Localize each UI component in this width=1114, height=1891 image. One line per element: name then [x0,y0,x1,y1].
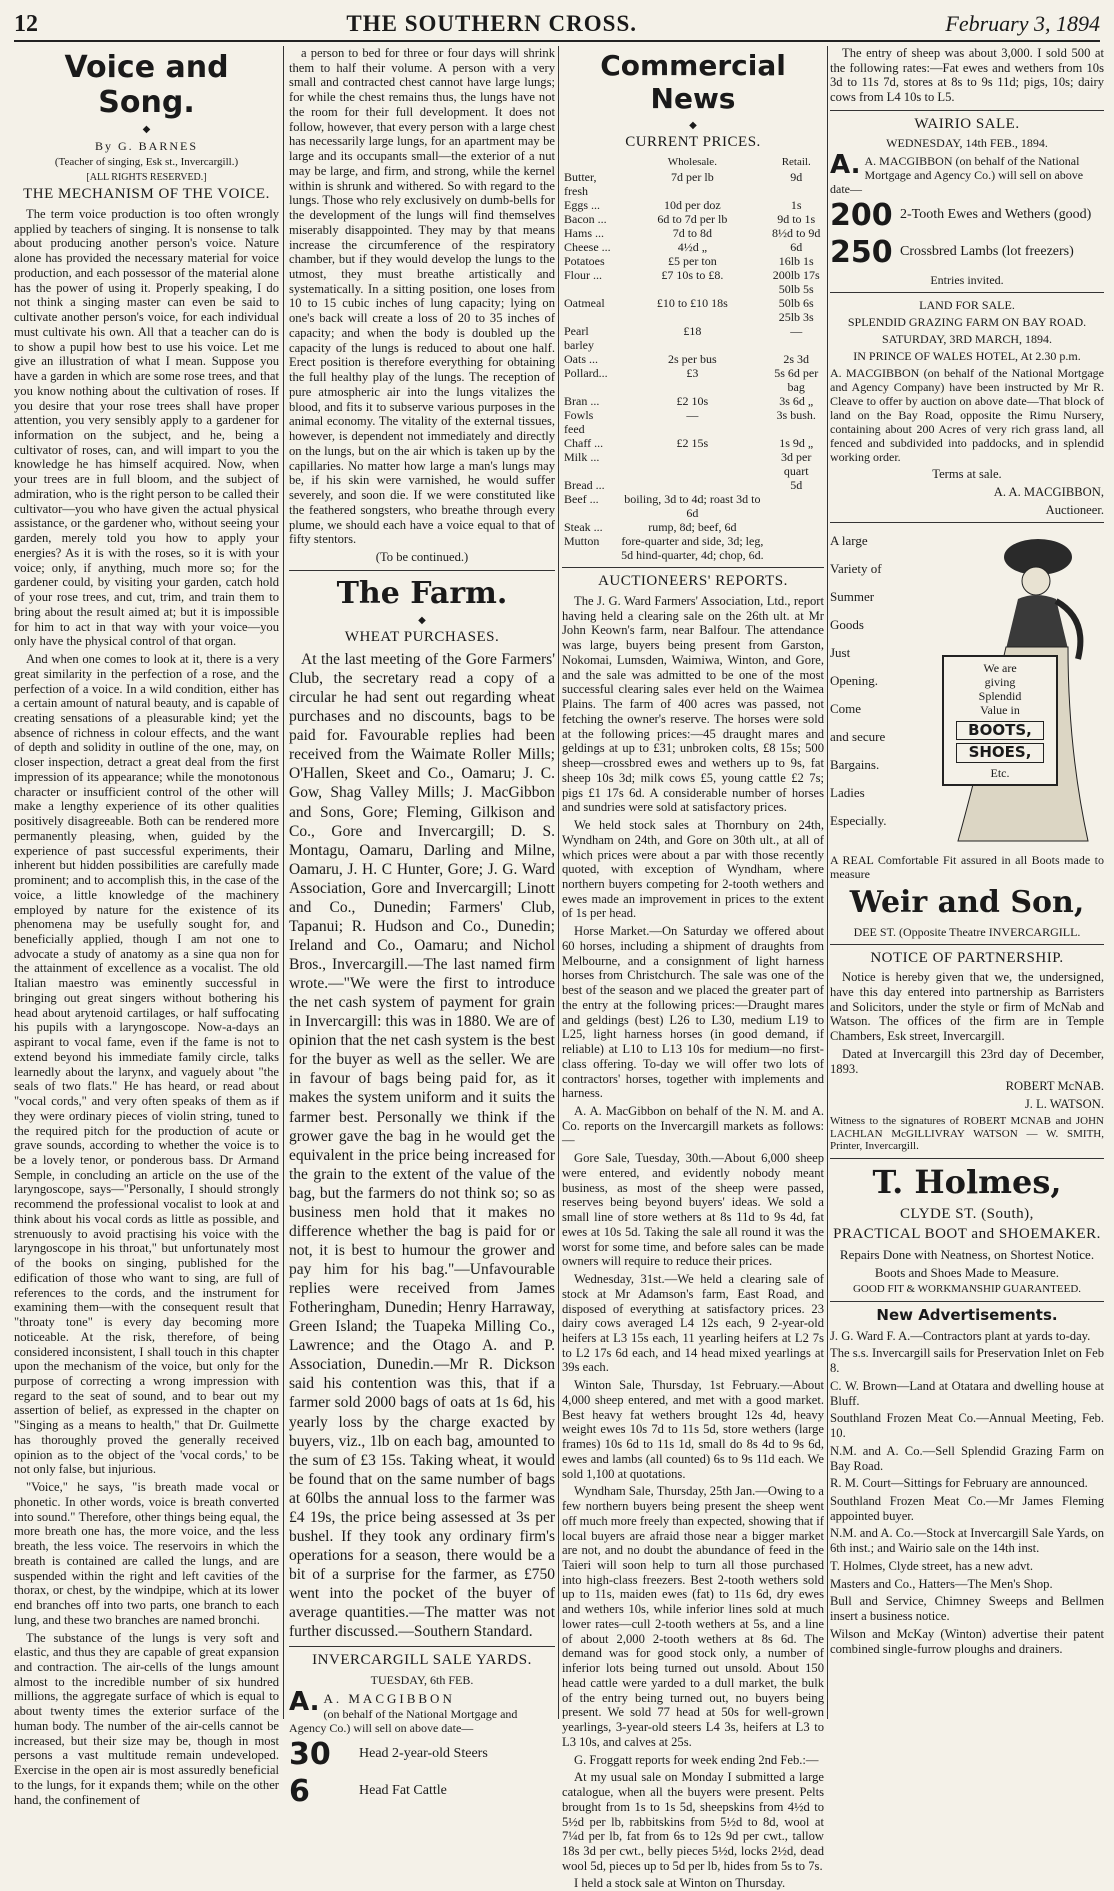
advert-line: Just [830,645,851,661]
new-advert-item: T. Holmes, Clyde street, has a new advt. [830,1558,1033,1573]
holmes-address: CLYDE ST. (South), [900,1205,1034,1222]
auctioneer-report-paragraph: A. A. MacGibbon on behalf of the N. M. and A. Co. reports on the Invercargill markets as follows:— [562,1103,824,1148]
new-advert-item: N.M. and A. Co.—Sell Splendid Grazing Farm on Bay Road. [830,1443,1104,1473]
land-heading: LAND FOR SALE. [919,297,1015,312]
wairio-date: WEDNESDAY, 14th FEB., 1894. [886,136,1048,151]
advert-line: and secure [830,729,886,745]
price-row: Potatoes £5 per ton 16lb 1s [564,253,814,268]
new-advert-item: Wilson and McKay (Winton) advertise their patent combined single-furrow ploughs and drainers. [830,1626,1104,1656]
voice-paragraph: The term voice production is too often wrongly applied by teachers of singing. It is nonsense to talk about producing another person's voice. Nature alone has provided the necessary material for voice production, and each possessor of the material alone has the power of using it. Properly speaking, I do not think a singing master can even be said to cultivate another person's voice, for each individual must cultivate his own. All that a teacher can do is to show a pupil how best to use his voice. Let me give an illustration of what I mean. Suppose you have a garden in which are some rose trees, and that you know nothing about the cultivation of roses. If you desire that your rose trees shall have proper attention, you very sensibly apply to a gardener for information on the subject, and he, being a cultivator of roses, can, and will impart to you the knowledge he has himself acquired. Now, when your trees are in full bloom, and the subject of admiration, who is the right person to be called their cultivator—you who have given the actual physical assistance, or the gardener who, without seeing your garden, merely told you how to apply your energies? As it is with the roses, so it is with your voice; only, if anything, much more so; for the gardener could, by visiting your garden, catch hold of your rose trees, and cut, trim, and train them to bring about the result aimed at; but it is impossible for him to act in that way with your voice—you only have the physical control of that organ. [14,207,279,649]
column-voice-and-song: Voice and Song. ◆ By G. BARNES (Teacher of singing, Esk st., Invercargill.) [ALL RIGHTS RESERVED.] THE MECHANISM OF THE VOICE. The term voice production is too often wrongly applied by teachers of singing. It is nonsense to talk about producing another person's voice. Nature alone has provided the necessary material for voice production, and each possessor of the material alone has the power of using it. Properly speaking, I do not think a singing master can even be said to cultivate another person's voice, for each individual must cultivate his own. All that a teacher can do is to show a pupil how best to use his voice. Let me give an illustration of what I mean. Suppose you have a garden in which are some rose trees, and that you know nothing about the cultivation of roses. If you desire that your rose trees shall have proper attention, you very sensibly apply to a gardener for information on the subject, and he, being a cultivator of roses, can, and will impart to you the knowledge he has himself acquired. Now, when your trees are in full bloom, and the subject of admiration, who is the right person to be called their cultivator—you who have given the actual physical assistance, or the gardener who, without seeing your garden, merely told you how to apply your energies? As it is with the roses, so it is with your voice; only, if anything, much more so; for the gardener could, by visiting your garden, catch hold of your rose trees, and cut, trim, and train them to bring about the result aimed at; but it is impossible for him to act in that way with your voice—you only have the physical control of that organ. And when one comes to look at it, there is a very great similarity in the perfection of a rose, and the perfection of a voice. In a wild condition, either has a certain amount of natural beauty, and is capable of creating sensations of a pleasurable kind; yet the absence of richness in colour effects, and the want of depth and solidity in outline of the one, may, on closer inspection, detract a great deal from the first impression of its appearance; while the monotonous character or insufficient control of the other will make a lengthy experience of its other qualities positively disagreeable. Both can be rendered more permanently pleasing, when, guided by the experience of past successful experiments, their inherent but hidden possibilities are carefully made prominent; and to accomplish this, in the case of the voice, a little knowledge of the machinery employed by nature for the existence of its phenomena may be usefully sought for, and beneficially applied, though I am not one to advocate a study of anatomy as a sine qua non for the attainment of excellence as a vocalist. The old Italian maestro was eminently successful in bringing out great singers without bothering his head about arytenoid cartilages, or half suffocating his pupils with a laryngoscope. Now-a-days an aspirant to vocal fame, even if the fame is not to extend beyond his immediate family circle, talks learnedly about the larynx, and vaguely about "the seals of two flats." He has heard, or read about "vocal cords," and very often speaks of them as if they were ordinary pieces of violin string, tuned to the required pitch for the production of acute or grave sounds, according to whether the voice is to be a lovely tenor, or ponderous bass. Dr Armand Semple, in concluding an article on the use of the laryngoscope, says—"Personally, I should strongly recommend the professional vocalist to look at and think about his vocal cords as little as possible, and strenuously to avoid practising his voice with the laryngoscope in his throat," but unfortunately most of the books on singing, published for the edification of those who want to sing, are full of references to the cords, and the instrument for examining them—with the consequent result that "throaty tone" is every day becoming more noticeable. At the risk, therefore, of being considered inconsistent, I shall touch in this chapter upon the mechanism of the voice, but only for the purpose of correcting a wrong impression with regard to the seat of sound, and to bear out my assertion of belief, as expressed in the chapter on "Singing as a means to health," that Dr. Guilmette has thoroughly proved the generally received opinion as to the object of the 'vocal cords,' to be not only false, but injurious. "Voice," he says, "is breath made vocal or phonetic. In other words, voice is breath converted into sound." Therefore, other things being equal, the more breath one has, the more voice, and the less breath, the less voice. The reservoirs in which the breath is contained are called the lungs, and are suspended within the right and left cavities of the thorax, or chest, by the windpipe, which at its lower end branches off into two parts, one branch to each lung, and these two branches are named bronchi. The substance of the lungs is very soft and elastic, and thus they are capable of great expansion and contraction. The air-cells of the lungs amount almost to the incredible number of six hundred millions, the aggregate surface of which is equal to about twenty times the exterior surface of the human body. The number of the air-cells cannot be increased, but their size may be, though in most persons a vast multitude remain undeveloped. Exercise in the open air is most assuredly beneficial to the lungs, for it expands them; while on the other hand, the confinement of [14,50,279,1807]
new-advert-item: J. G. Ward F. A.—Contractors plant at yards to-day. [830,1328,1091,1343]
witness-line: Witness to the signatures of ROBERT MCNAB and JOHN LACHLAN McGILLIVRAY WATSON — W. SMITH, Printer, Invercargill. [830,1114,1104,1153]
voice-byline: By G. BARNES [94,138,198,153]
new-advert-item: The s.s. Invercargill sails for Preservation Inlet on Feb 8. [830,1346,1104,1376]
notice-signature: ROBERT McNAB. [1005,1079,1104,1094]
advert-line: Come [830,701,862,717]
weir-address: DEE ST. (Opposite Theatre INVERCARGILL. [853,924,1081,939]
price-row: Hams ... 7d to 8d 8½d to 9d [564,225,821,240]
voice-paragraph: And when one comes to look at it, there is a very great similarity in the perfection of a rose, and the perfection of a voice. In a wild condition, either has a certain amount of natural beauty, and is capable of creating sensations of a pleasurable kind; yet the absence of richness in colour effects, and the want of depth and solidity in outline of the one, may, on closer inspection, detract a great deal from the first impression of its appearance; while the monotonous character or insufficient control of the other will make a lengthy experience of its other qualities positively disagreeable. Both can be rendered more permanently pleasing, when, guided by the experience of past successful experiments, their inherent but hidden possibilities are carefully made prominent; and to accomplish this, in the case of the voice, a little knowledge of the machinery employed by nature for the existence of its phenomena may be usefully sought for, and beneficially applied, though I am not one to advocate a study of anatomy as a sine qua non for the attainment of excellence as a vocalist. The old Italian maestro was eminently successful in bringing out great singers without bothering his head about arytenoid cartilages, or half suffocating his pupils with a laryngoscope. Now-a-days an aspirant to vocal fame, even if the fame is not to extend beyond his immediate family circle, talks learnedly about the larynx, and vaguely about "the seals of two flats." He has heard, or read about "vocal cords," and very often speaks of them as if they were ordinary pieces of violin string, tuned to the required pitch for the production of acute or grave sounds, according to whether the voice is to be a lovely tenor, or ponderous bass. Dr Armand Semple, in concluding an article on the use of the laryngoscope, says—"Personally, I should strongly recommend the professional vocalist to look at and think about his vocal cords as little as possible, and strenuously to avoid practising his voice with the laryngoscope in his throat," but unfortunately most of the books on singing, published for the edification of those who want to sing, are full of references to the cords, and the instrument for examining them—with the consequent result that "throaty tone" is every day becoming more noticeable. At the risk, therefore, of being considered inconsistent, I shall touch in this chapter upon the mechanism of the voice, but only for the purpose of correcting a wrong impression with regard to the seat of sound, and to bear out my assertion of belief, as expressed in the chapter on "Singing as a means to health," that Dr. Guilmette has thoroughly proved the generally received opinion as to the object of the 'vocal cords,' to be not only false, but injurious. [14,652,279,1477]
stock-line: 200 2-Tooth Ewes and Wethers (good) [830,197,1092,233]
new-advert-item: Bull and Service, Chimney Sweeps and Bellmen insert a business notice. [830,1594,1104,1624]
price-row: Bran ... £2 10s 3s 6d „ [564,394,814,409]
price-row: Butter, fresh 7d per lb 9d [564,169,803,198]
wairio-heading: WAIRIO SALE. [914,115,1020,132]
notice-date: Dated at Invercargill this 23rd day of December, 1893. [830,1046,1104,1076]
price-row: Oatmeal £10 to £10 18s 50lb 6s 25lb 3s [564,295,814,324]
real-fit-line: A REAL Comfortable Fit assured in all Boots made to measure [830,853,1104,882]
farm-sale-title: SPLENDID GRAZING FARM ON BAY ROAD. [847,314,1087,329]
auctioneer-report-paragraph: Gore Sale, Tuesday, 30th.—About 6,000 sheep were entered, and evidently nobody meant business, as most of the sheep were passed, reserves being beyond buyers' ideas. We sold a small line of store wethers at 8s 11d to 9s 4d, fat ewes at 10s 5d. Taking the sale all round it was the worst for some time, and before sales can be made owners will require to reduce their prices. [562,1151,824,1269]
farm-sale-place: IN PRINCE OF WALES HOTEL, At 2.30 p.m. [853,348,1081,363]
stock-line: 250 Crossbred Lambs (lot freezers) [830,234,1074,270]
auctioneers-heading: AUCTIONEERS' REPORTS. [598,573,788,590]
advert-line: Especially. [830,813,887,829]
price-row: Cheese ... 4½d „ 6d [564,239,803,254]
new-advert-item: N.M. and A. Co.—Stock at Invercargill Sale Yards, on 6th inst.; and Wairio sale on the 14th inst. [830,1526,1105,1556]
column-rule [283,46,284,1719]
sheep-report: The entry of sheep was about 3,000. I sold 500 at the following rates:—Fat ewes and wethers from 10s 3d to 11s 7d, stores at 8s to 9s 11d; pigs, 10s; dairy cows from L4 10s to L5. [830,46,1104,105]
notice-signature: J. L. WATSON. [1024,1096,1104,1111]
commercial-heading: Commercial News [600,49,786,115]
new-advertisements-heading: New Advertisements. [876,1306,1058,1325]
farm-sale-date: SATURDAY, 3RD MARCH, 1894. [881,331,1053,346]
notice-heading: NOTICE OF PARTNERSHIP. [870,949,1064,966]
farm-heading: The Farm. [336,575,508,611]
price-row: Bread ... 5d [564,478,803,493]
farm-sale-body: A. MACGIBBON (on behalf of the National Mortgage and Agency Company) have been instructed by Mr R. Cleave to offer by auction on above date—That block of land on the Bay Road, opposite the Rimu Nursery, containing about 200 Acres of very rich grass land, all fenced and subdivided into paddocks, and in splendid working order. [830,365,1104,465]
auctioneer-role: Auctioneer. [1045,502,1104,517]
new-advert-item: Southland Frozen Meat Co.—Mr James Fleming appointed buyer. [830,1493,1104,1523]
stock-line: 6 Head Fat Cattle [289,1773,447,1809]
price-row: Pollard... £3 5s 6d per bag [564,366,819,395]
price-row: Eggs ... 10d per doz 1s [564,197,802,212]
price-row: Milk ... 3d per quart [564,450,812,479]
wairio-intro: A. MACGIBBON (on behalf of the National Mortgage and Agency Co.) will sell on above date— [830,153,1084,196]
sale-yards-behalf: (on behalf of the National Mortgage and Agency Co.) will sell on above date— [289,1706,518,1735]
farm-subtitle: WHEAT PURCHASES. [344,629,500,646]
sale-yards-date: TUESDAY, 6th FEB. [370,1672,474,1687]
notice-body: Notice is hereby given that we, the undersigned, have this day entered into partnership as Barristers and Solicitors, under the style or firm of McNab and Watson. The offices of the firm are in Temple Chambers, Esk street, Invercargill. [830,970,1104,1044]
price-row: Steak ... rump, 8d; beef, 6d [564,520,737,535]
page-number: 12 [14,10,38,37]
voice-paragraph: "Voice," he says, "is breath made vocal or phonetic. In other words, voice is breath converted into sound." Therefore, other things being equal, the more breath one has, the more voice, and the less breath, the less voice. The reservoirs in which the breath is contained are called the lungs, and are suspended within the right and left cavities of the thorax, or chest, by the windpipe, which at its lower end branches off into two parts, one branch to each lung, and these two branches are named bronchi. [14,1480,279,1627]
holmes-fit: GOOD FIT & WORKMANSHIP GUARANTEED. [852,1283,1082,1296]
summer-goods-advert [830,529,1104,847]
new-advert-item: Southland Frozen Meat Co.—Annual Meeting, Feb. 10. [830,1411,1104,1441]
price-row: Bacon ... 6d to 7d per lb 9d to 1s [564,211,816,226]
entries-invited: Entries invited. [930,272,1004,287]
auctioneer-report-paragraph: Winton Sale, Thursday, 1st February.—About 4,000 sheep entered, and met with a good market. Best heavy fat wethers brought 12s 4d, heavy weight ewes 10s 7d to 11s 5d, store wethers (large frames) 10s 6d to 11s 1d, small do 8s 4d to 9s 6d, ewes and lambs (all counted) 6s to 9s 11d each. We sold 1,100 at quotations. [562,1378,824,1481]
holmes-heading: T. Holmes, [872,1163,1062,1202]
boots-box: We are giving Splendid Value in BOOTS, SHOES, Etc. [942,655,1058,785]
price-row: Chaff ... £2 15s 1s 9d „ [564,436,814,451]
masthead [14,8,1100,42]
advert-line: Goods [830,617,864,633]
price-row: Fowls feed — 3s bush. [564,408,816,437]
dropcap-a: A. [830,149,861,180]
advert-line: Variety of [830,561,882,577]
voice-author-role: (Teacher of singing, Esk st., Invercargill.) [54,155,239,168]
voice-rights: [ALL RIGHTS RESERVED.] [86,171,207,183]
advert-line: Opening. [830,673,879,689]
prices-table: Wholesale. Retail. Butter, fresh 7d per lb 9d Eggs ... 10d per doz 1s Bacon ... 6d to 7d per lb 9d to 1s Hams ... 7d to 8d 8½d to 9d Cheese ... 4½d „ 6d Potatoes £5 per ton 16lb 1s Flour ... £7 10s to £8. 200lb 17s 50lb 5s Oatmeal £10 to £10 18s 50lb 6s 25lb 3s Pearl barley £18 — Oats ... 2s per bus 2s 3d Pollard... £3 5s 6d per bag Bran ... £2 10s 3s 6d „ Fowls feed — 3s bush. Chaff ... £2 15s 1s 9d „ Milk ... 3d per quart Bread ... 5d Beef ... boiling, 3d to 4d; roast 3d to 6d Steak ... rump, 8d; beef, 6d Mutton fore-quarter and side, 3d; leg, 5d hind-quarter, 4d; chop, 6d. [562,155,824,563]
terms: Terms at sale. [932,467,1002,482]
auctioneer-report-paragraph: At my usual sale on Monday I submitted a large catalogue, when all the buyers were present. Pelts brought from 1s to 1s 5d, sheepskins from 4½d to 5½d per lb, rabbitskins from 5½d to 8d, wool at 7¼d per lb, fat from 6s to 12s 9d per cwt., tallow 18s 3d per cwt., belly pieces 5½d, locks 2½d, dead wool 5d, pieces up to 5d per lb, hides from 5s to 7s. [562,1770,824,1873]
auctioneer-report-paragraph: G. Froggatt reports for week ending 2nd Feb.:— [574,1752,819,1767]
voice-subtitle: THE MECHANISM OF THE VOICE. [23,186,270,203]
prices-subtitle: CURRENT PRICES. [625,134,761,151]
auctioneer-report-paragraph: We held stock sales at Thornbury on 24th, Wyndham on 24th, and Gore on 30th ult., at all of which prices were about a par with those recently quoted, with exception of Wyndham, where northern buyers competing for 2-tooth wethers and ewes made an improvement in prices to the extent of 1s per head. [562,818,824,921]
auctioneer-report-paragraph: I held a stock sale at Winton on Thursday. [574,1876,786,1891]
voice-continuation: a person to bed for three or four days will shrink them to half their volume. A person with a very small and contracted chest cannot have large lungs; for while the chest remains thus, the lungs have not the room for their full development. It does not follow, however, that every person with a large chest has necessarily large lungs, for an apartment may be large and its occupants small—the exterior of a nut may be large, and firm, and strong, while the kernel within is shrunk and withered. So with regard to the lungs. Those who rely exclusively on dumb-bells for the development of the lungs will find themselves miserably disappointed. They may by that means increase the circumference of the respiratory chamber, but if they would develop the lungs to the utmost, they must breathe artistically and systematically. In a sitting position, one loses from 10 to 15 cubic inches of lung capacity; lying on one's back will create a loss of 20 to 35 inches of capacity; and when the body is doubled up the capacity of the lungs is reduced to about one half. Erect position is therefore everything for obtaining the full healthy play of the lungs. The reception of pure atmospheric air into the lungs vitalizes the blood, and fits it to subserve various purposes in the animal economy. The vitality of the external tissues, however, is dependent not immediately and directly on the lungs, but on the air which is taken up by the capillaries. No matter how large a man's lungs may be, if his skin were varnished, he would suffer severely, and soon die. If we were constituted like the feathered songsters, who breathe through every plume, we should each have a voice equal to that of fifty stentors. [289,46,555,547]
auctioneer-report-paragraph: The J. G. Ward Farmers' Association, Ltd., report having held a clearing sale on the 26th ult. at Mr John Keown's farm, near Balfour. The attendance was large, buyers being present from Garston, Nokomai, Lumsden, Waimiwa, Winton, and Gore, and the sale was admitted to be one of the most successful clearing sales ever held on the Waimea Plains. The farm of 400 acres was passed, not fetching the owner's reserve. The horses were sold at the following prices:—45 draught mares and geldings at up to £31; unbroken colts, £8 15s; 500 sheep—crossbred ewes and wethers up to 9s, fat sheep 10s 3d; milk cows £5, young cattle £2 7s; pigs £1 17s 6d. A considerable number of horses and sundries were sold at satisfactory prices. [562,594,824,815]
column-farm: a person to bed for three or four days will shrink them to half their volume. A person with a very small and contracted chest cannot have large lungs; for while the chest remains thus, the lungs have not the room for their full development. It does not follow, however, that every person with a large chest has necessarily large lungs, for an apartment may be large and its occupants small—the exterior of a nut may be large, and firm, and strong, while the kernel within is shrunk and withered. So with regard to the lungs. Those who rely exclusively on dumb-bells for the development of the lungs will find themselves miserably disappointed. They may by that means increase the circumference of the respiratory chamber, but if they would develop the lungs to the utmost, they must breathe artistically and systematically. In a sitting position, one loses from 10 to 15 cubic inches of lung capacity; lying on one's back will create a loss of 20 to 35 inches of capacity; and when the body is doubled up the capacity of the lungs is reduced to about one half. Erect position is therefore everything for obtaining the full healthy play of the lungs. The reception of pure atmospheric air into the lungs vitalizes the blood, and fits it to subserve various purposes in the animal economy. The vitality of the external tissues, however, is dependent not immediately and directly on the lungs, but on the air which is taken up by the capillaries. No matter how large a man's lungs may be, if his skin were varnished, he would suffer severely, and soon die. If we were constituted like the feathered songsters, who breathe through every plume, we should each have a voice equal to that of fifty stentors. (To be continued.) The Farm. ◆ WHEAT PURCHASES. At the last meeting of the Gore Farmers' Club, the secretary read a copy of a circular he had sent out regarding wheat purchases and no discounts, bags to be paid for. Favourable replies had been received from the Waimate Roller Mills; O'Hallen, Skeet and Co., Oamaru; J. C. Gow, Shag Valley Mills; J. MacGibbon and Sons, Gore; Fleming, Gilkison and Co., Gore and Invercargill; D. S. Montagu, Oamaru, Darling and Milne, Oamaru, J. H. C Hunter, Gore; J. G. Ward Association, Gore and Invercargill; Linott and Co., Dunedin; Farmers' Club, Tapanui; R. Hudson and Co., Dunedin; Ireland and Co., Oamaru; and Nichol Bros., Invercargill.—The last named firm wrote.—"We were the first to introduce the net cash system of payment for grain in Invercargill: this was in 1880. We are of opinion that the net cash system is the best for the buyer as well as the seller. We are in favour of bags being paid for, as it makes the system uniform and it suits the farmer best. Personally we think if the grower gave the bag in he would get the equivalent in the price being increased for the grain to the extent of the value of the bag, but the farmers do not think so; so as business men hold that it makes no difference whether the bag is paid for or not, it is best to humour the grower and pay him for his bag."—Unfavourable replies were received from James Fotheringham, Dunedin; Henry Harraway, Green Island; the Tuapeka Milling Co., Lawrence; and the Otago A. and P. Association, Dunedin.—Mr R. Dickson said his contention was this, that if a farmer sold 2000 bags of oats at 1s 6d, his yearly loss by the charge exacted by buyers, viz., 1lb on each bag, amounted to the sum of £3 15s. Taking wheat, it would be found that on the same number of bags at 60lbs the annual loss to the farmer was £4 19s, the price being assessed at 3s per bushel. If they took any ordinary firm's operations for a season, there would be a bit of a surprise for the farmer, as £750 went into the pocket of the buyer of average quantities.—The matter was not further discussed.—Southern Standard. INVERCARGILL SALE YARDS. TUESDAY, 6th FEB. A. A. MACGIBBON (on behalf of the National Mortgage and Agency Co.) will sell on above date— 30 Head 2-year-old Steers 6 Head Fat Cattle [289,46,555,1809]
advert-line: Summer [830,589,875,605]
new-advert-item: Masters and Co., Hatters—The Men's Shop. [830,1576,1053,1591]
sale-yards-auctioneer: A. MACGIBBON [323,1690,455,1706]
auctioneer-signature: A. A. MACGIBBON, [993,484,1104,499]
voice-paragraph: The substance of the lungs is very soft and elastic, and thus they are capable of great expansion and contraction. The air-cells of the lungs amount almost to the incredible number of six hundred millions, the aggregate surface of which is equal to about twenty times the exterior surface of the human body. The number of the air-cells cannot be increased, but their size may be, though in most persons a vast multitude remain undeveloped. Exercise in the open air is most assuredly beneficial to the lungs, for it expands them; while on the other hand, the confinement of [14,1630,279,1807]
column-rule [558,46,559,1719]
voice-continued-note: (To be continued.) [375,549,469,564]
new-advert-item: R. M. Court—Sittings for February are announced. [830,1476,1088,1491]
auctioneer-report-paragraph: Horse Market.—On Saturday we offered about 60 horses, including a shipment of draughts from Melbourne, and a consignment of light harness horses from Christchurch. The sale was one of the best of the season and we placed the greater part of the entry at the following prices:—Draught mares and geldings (best) L26 to L30, medium L19 to L25, light harness horses (in good demand, if reliable) at L10 to L13 10s for medium—no first-class offering. To-day we will offer two lots of contractors' horses, together with implements and harness. [562,924,824,1101]
sale-yards-heading: INVERCARGILL SALE YARDS. [312,1652,532,1669]
price-row: Oats ... 2s per bus 2s 3d [564,352,810,366]
dropcap-a: A. [289,1686,320,1717]
auctioneer-report-paragraph: Wyndham Sale, Thursday, 25th Jan.—Owing to a few northern buyers being present the sheep went off much more freely than expected, showing that if local buyers are afraid those near a bigger market are not, and no doubt the abundance of feed in the Taieri will soon help to turn all those purchased into high-class freezers. Best 2-tooth wethers sold up to 11s, maiden ewes (fat) to 11s 6d, dry ewes and wethers 10s, while inferior lines sold at much lower rates—cull 2-tooth wethers at 5s, and a line of about 2,000 2-tooth wethers at 8s 6d. The demand was for good stock only, a number of inferior lots being turned out unsold. About 150 head cattle were yarded to a dull market, the bulk of the entry being turned out, no buyers being present. We sold 77 head at 50s for well-grown yearlings, 3-year-old steers L4 3s, heifers at L3 to L3 10s, and calves at 25s. [562,1484,824,1749]
farm-body: At the last meeting of the Gore Farmers' Club, the secretary read a copy of a circular he had sent out regarding wheat purchases and no discounts, bags to be paid for. Favourable replies had been received from the Waimate Roller Mills; O'Hallen, Skeet and Co., Oamaru; J. C. Gow, Shag Valley Mills; J. MacGibbon and Sons, Gore; Fleming, Gilkison and Co., Gore and Invercargill; D. S. Montagu, Oamaru, Darling and Milne, Oamaru, J. H. C Hunter, Gore; J. G. Ward Association, Gore and Invercargill; Linott and Co., Dunedin; Farmers' Club, Tapanui; R. Hudson and Co., Dunedin; Ireland and Co., Oamaru; and Nichol Bros., Invercargill.—The last named firm wrote.—"We were the first to introduce the net cash system of payment for grain in Invercargill: this was in 1880. We are of opinion that the net cash system is the best for the buyer as well as the seller. We are in favour of bags being paid for, as it makes the system uniform and it suits the farmer best. Personally we think if the grower gave the bag in he would get the equivalent in the price being increased for the grain to the extent of the value of the bag, but the farmers do not think so; so as business men hold that it makes no difference whether the bag is paid for or not, it is best to humour the grower and pay him for his bag."—Unfavourable replies were received from James Fotheringham, Dunedin; Henry Harraway, Green Island; the Tuapeka Milling Co., Lawrence; and the Otago A. and P. Association, Dunedin.—Mr R. Dickson said his contention was this, that if a farmer sold 2000 bags of oats at 1s 6d, his yearly loss by the charge exacted by buyers, viz., 1lb on each bag, amounted to the sum of £3 15s. Taking wheat, it would be found that on the same number of bags at 60lbs the annual loss to the farmer was £4 19s, the price being assessed at 3s per bushel. If they took any ordinary firm's operations for a season, there would be a bit of a surprise for the farmer, as £750 went into the pocket of the buyer of average quantities.—The matter was not further discussed.—Southern Standard. [289,651,555,1641]
holmes-repairs: Repairs Done with Neatness, on Shortest Notice. [839,1246,1095,1262]
advert-line: Ladies [830,785,865,801]
auctioneer-report-paragraph: Wednesday, 31st.—We held a clearing sale of stock at Mr Adamson's farm, East Road, and disposed of everything at satisfactory prices. 23 dairy cows averaged L4 12s each, 9 2-year-old heifers at L3 15s each, 11 yearling heifers at L2 7s to L2 17s 6d each, and 14 head mixed yearlings at 39s each. [562,1272,824,1375]
stock-line: 30 Head 2-year-old Steers [289,1736,488,1772]
weir-heading: Weir and Son, [849,885,1085,921]
advert-line: Bargains. [830,757,880,773]
issue-date: February 3, 1894 [945,11,1100,36]
holmes-trade: PRACTICAL BOOT and SHOEMAKER. [833,1226,1101,1243]
column-advertisements [830,46,1104,1721]
holmes-made: Boots and Shoes Made to Measure. [874,1265,1060,1281]
price-row: Pearl barley £18 — [564,323,803,352]
price-row: Mutton fore-quarter and side, 3d; leg, 5d hind-quarter, 4d; chop, 6d. [564,534,764,563]
column-commercial: Commercial News ◆ CURRENT PRICES. Wholesale. Retail. Butter, fresh 7d per lb 9d Eggs ... 10d per doz 1s Bacon ... 6d to 7d per lb 9d to 1s Hams ... 7d to 8d 8½d to 9d Cheese ... 4½d „ 6d Potatoes £5 per ton 16lb 1s Flour ... £7 10s to £8. 200lb 17s 50lb 5s Oatmeal £10 to £10 18s 50lb 6s 25lb 3s Pearl barley £18 — Oats ... 2s per bus 2s 3d Pollard... £3 5s 6d per bag Bran ... £2 10s 3s 6d „ Fowls feed — 3s bush. Chaff ... £2 15s 1s 9d „ Milk ... 3d per quart Bread ... 5d Beef ... boiling, 3d to 4d; roast 3d to 6d Steak ... rump, 8d; beef, 6d Mutton fore-quarter and side, 3d; leg, 5d hind-quarter, 4d; chop, 6d. AUCTIONEERS' REPORTS. The J. G. Ward Farmers' Association, Ltd., report having held a clearing sale on the 26th ult. at Mr John Keown's farm, near Balfour. The attendance was large, buyers being present from Garston, Nokomai, Lumsden, Waimiwa, Winton, and Gore, and the sale was admitted to be one of the most successful clearing sales ever held on the Waimea Plains. The farm of 400 acres was passed, not fetching the owner's reserve. The horses were sold at the following prices:—45 draught mares and geldings at up to £31; unbroken colts, £8 15s; 500 sheep—crossbred ewes and wethers up to 9s, fat sheep 10s 3d; milk cows £5, young cattle £2 7s; pigs £1 17s 6d. A considerable number of horses and sundries were sold at satisfactory prices. We held stock sales at Thornbury on 24th, Wyndham on 24th, and Gore on 30th ult., at all of which prices were about a par with those recently quoted, with exception of Wyndham, where northern buyers competing for 2-tooth wethers and ewes made an improvement in prices to the extent of 1s per head. Horse Market.—On Saturday we offered about 60 horses, including a shipment of draughts from Melbourne, and a consignment of light harness horses from Christchurch. The sale was one of the best of the season and we placed the greater part of the entry at the following prices:—Draught mares and geldings (best) L26 to L30, medium L19 to L25, light harness horses (in good demand, if reliable) at L10 to L13 10s for medium—no first-class offering. To-day we will offer two lots of contractors' horses, together with implements and harness. A. A. MacGibbon on behalf of the N. M. and A. Co. reports on the Invercargill markets as follows:— Gore Sale, Tuesday, 30th.—About 6,000 sheep were entered, and evidently nobody meant business, as most of the sheep were passed, reserves being beyond buyers' ideas. We sold a small line of store wethers at 8s 11d to 9s 4d, fat ewes at 10s 5d. Taking the sale all round it was the worst for some time, and before sales can be made owners will require to reduce their prices. Wednesday, 31st.—We held a clearing sale of stock at Mr Adamson's farm, East Road, and disposed of everything at satisfactory prices. 23 dairy cows averaged L4 12s each, 9 2-year-old heifers at L3 15s each, 11 yearling heifers at L2 7s to L2 17s 6d each, and 14 head mixed yearlings at 39s each. Winton Sale, Thursday, 1st February.—About 4,000 sheep entered, and met with a good market. Best heavy fat wethers brought 12s 4d, heavy weight ewes 10s 7d to 11s 5d, store wethers (large frames) 10s 6d to 11s 1d, small do 8s 4d to 9s 6d, ewes and lambs (all counted) 6s to 9s 11d each. We sold 1,100 at quotations. Wyndham Sale, Thursday, 25th Jan.—Owing to a few northern buyers being present the sheep went off much more freely than expected, showing that if local buyers are afraid those near a bigger market are not, and no doubt the abundance of feed in the Taieri will soon help to turn all those purchased into high-class freezers. Best 2-tooth wethers sold up to 11s, maiden ewes (fat) to 11s 6d, dry ewes and wethers 10s, while inferior lines sold at much lower rates—cull 2-tooth wethers at 5s, and a line of about 2,000 2-tooth wethers at 8s 6d. The demand was for good stock only, a number of inferior lots being turned out unsold. About 150 head cattle were yarded to a dull market, the bulk of the entry being turned out, no buyers being present. We sold 77 head at 50s for well-grown yearlings, 3-year-old steers L4 3s, heifers at L3 to L3 10s, and calves at 25s. G. Froggatt reports for week ending 2nd Feb.:— At my usual sale on Monday I submitted a large catalogue, when all the buyers were present. Pelts brought from 1s to 1s 5d, sheepskins from 4½d to 5½d per lb, rabbitskins from 5½d to 8d, wool at 7¼d per lb, fat from 6s to 12s 9d per cwt., tallow 18s 3d per cwt., belly pieces 5½d, locks 2½d, dead wool 5d, pieces up to 5d per lb, hides from 5s to 7s. I held a stock sale at Winton on Thursday. [562,49,824,1891]
voice-heading: Voice and Song. [64,50,229,121]
price-row: Beef ... boiling, 3d to 4d; roast 3d to 6d [564,492,761,521]
advert-line: A large [830,533,868,549]
column-rule [827,46,828,1719]
new-advert-item: C. W. Brown—Land at Otatara and dwelling house at Bluff. [830,1378,1104,1408]
newspaper-title: THE SOUTHERN CROSS. [346,11,637,36]
price-row: Flour ... £7 10s to £8. 200lb 17s 50lb 5s [564,267,820,296]
